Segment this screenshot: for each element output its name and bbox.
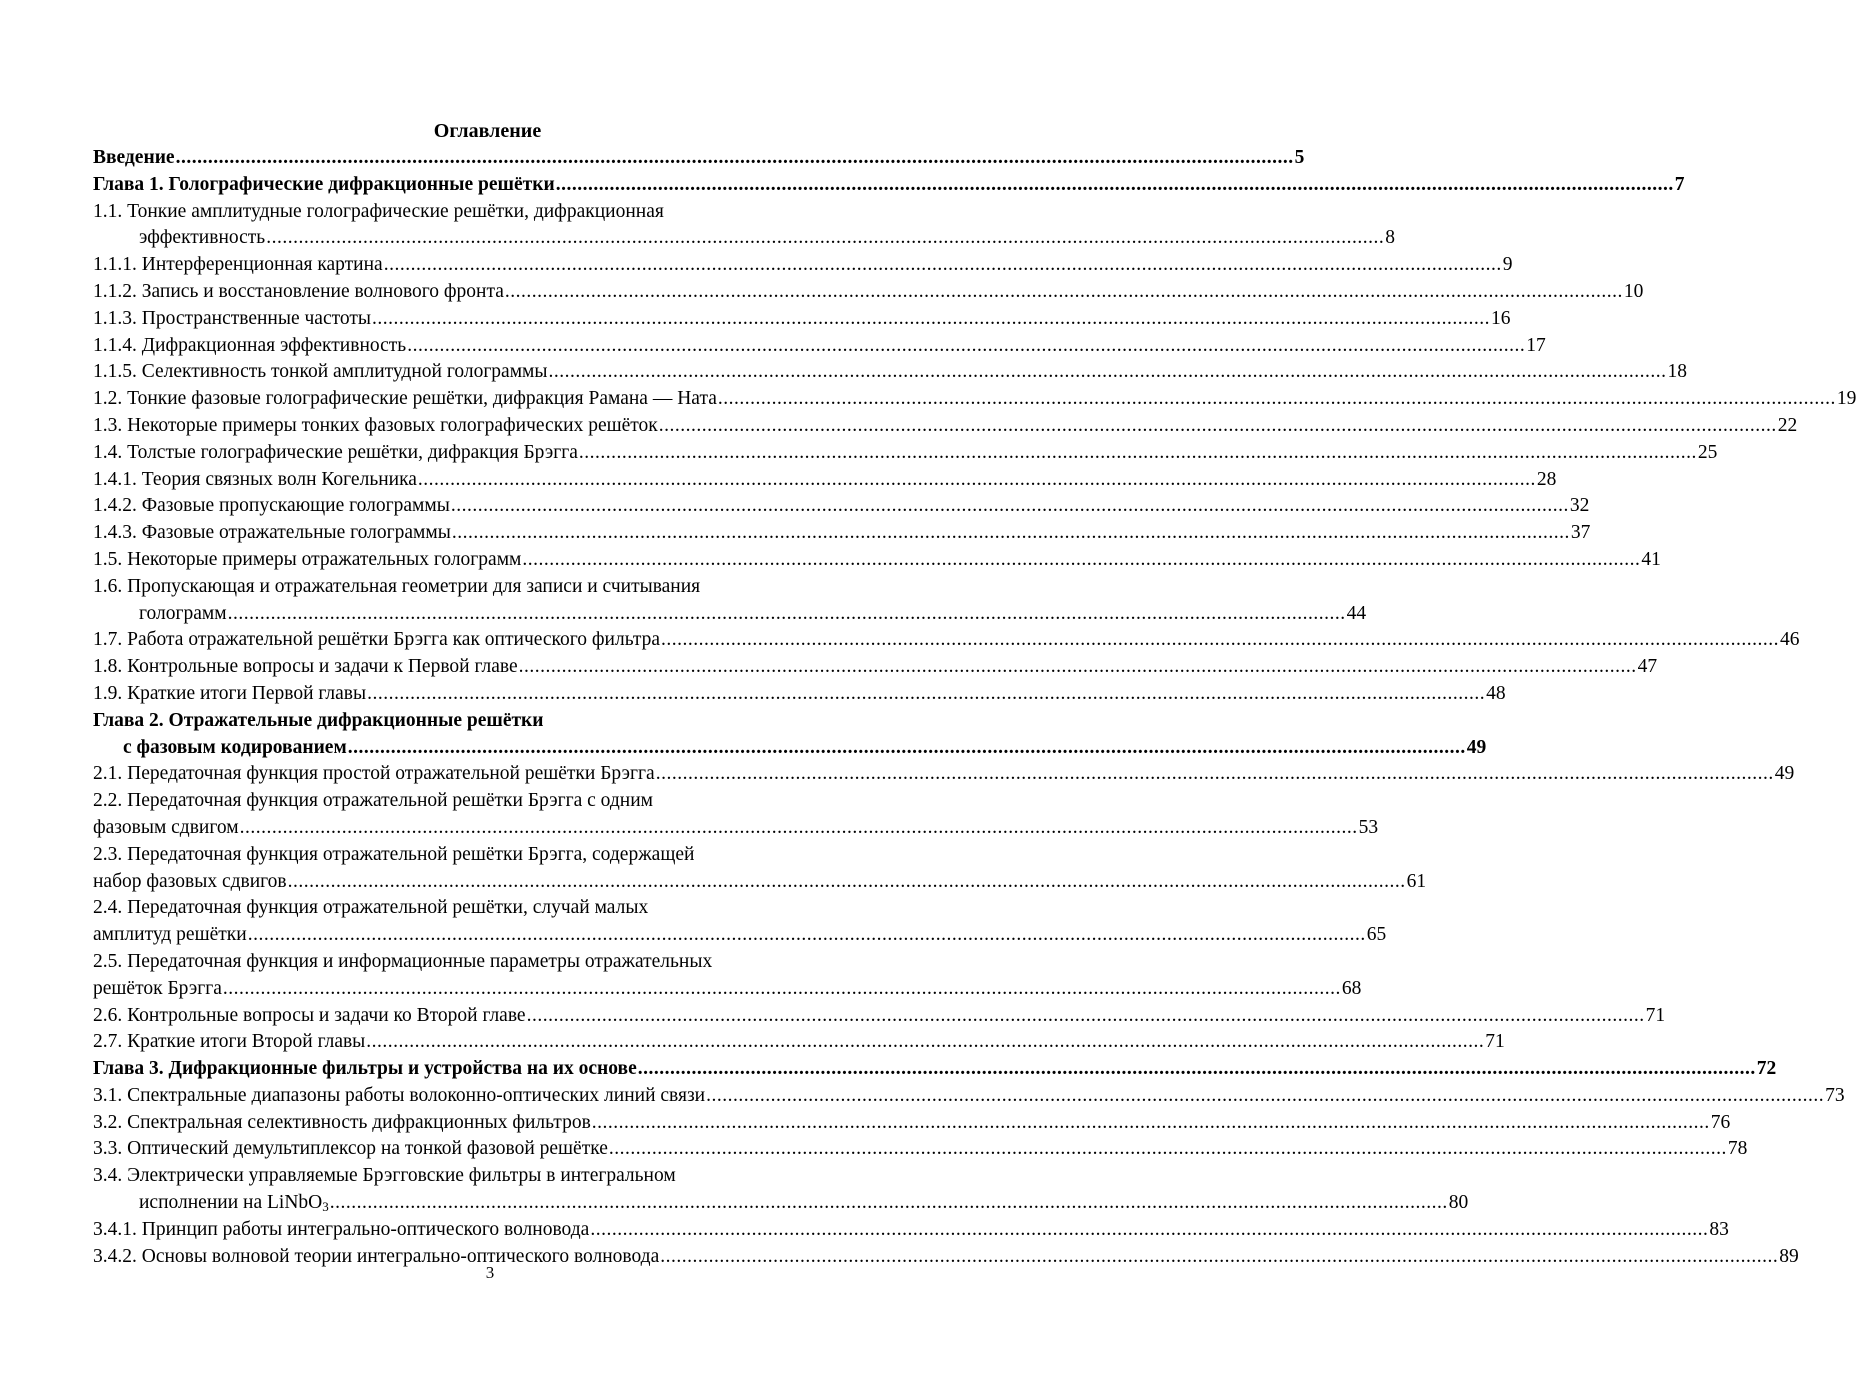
toc-entry-title-text: Глава 3. Дифракционные фильтры и устройства на их основе — [93, 1058, 637, 1080]
toc-entry-page: 71 — [1485, 1031, 1505, 1053]
toc-entry-first-line: 2.4. Передаточная функция отражательной решётки, случай малых — [93, 897, 649, 919]
toc-entry-row — [93, 1190, 1469, 1217]
toc-entry-title — [139, 1190, 329, 1217]
toc-entry-page: 46 — [1780, 629, 1800, 651]
dot-leader — [522, 547, 1640, 574]
toc-entry-title-text: 2.6. Контрольные вопросы и задачи ко Второй главе — [93, 1004, 526, 1026]
toc-entry-page: 44 — [1346, 602, 1367, 624]
toc-entry-page: 9 — [1502, 254, 1513, 276]
toc-entry-row — [93, 976, 1362, 1003]
dot-leader — [527, 1003, 1645, 1030]
toc-entry-first-line: 1.6. Пропускающая и отражательная геометрии для записи и считывания — [93, 575, 701, 597]
dot-leader — [384, 252, 1502, 279]
toc-entry-page: 61 — [1406, 870, 1427, 892]
toc-entry-title-text: 1.4. Толстые голографические решётки, дифракция Брэгга — [93, 441, 578, 463]
toc-entry-page: 53 — [1358, 816, 1379, 838]
toc-entry-first-line: 2.5. Передаточная функция и информационные параметры отражательных — [93, 950, 713, 972]
dot-leader — [505, 279, 1623, 306]
toc-entry-title — [93, 1083, 705, 1110]
toc-entry-title — [93, 279, 504, 306]
toc-entry[interactable] — [93, 279, 1644, 306]
toc-entry[interactable] — [93, 359, 1687, 386]
toc-entry[interactable] — [93, 440, 1718, 467]
toc-entry-title-text: с фазовым кодированием — [123, 736, 347, 758]
toc-entry[interactable] — [93, 654, 1658, 681]
toc-entry-page: 5 — [1294, 147, 1305, 168]
dot-leader — [451, 493, 1569, 520]
dot-leader — [659, 413, 1777, 440]
toc-entry-title-text: 1.4.3. Фазовые отражательные голограммы — [93, 522, 451, 544]
toc-entry-title-text: 3.3. Оптический демультиплексор на тонкой фазовой решётке — [93, 1138, 608, 1160]
toc-entry-title-text: 1.2. Тонкие фазовые голографические решётки, дифракция Рамана — Ната — [93, 388, 717, 410]
toc-entry-row — [93, 601, 1367, 628]
toc-entry-page: 8 — [1385, 227, 1395, 249]
toc-entry-row — [93, 413, 1798, 440]
toc-entry-title-text: Введение — [93, 147, 175, 168]
toc-entry-title-text: 1.4.1. Теория связных волн Когельника — [93, 468, 417, 490]
toc-entry-page: 28 — [1536, 468, 1557, 490]
toc-entry[interactable] — [93, 627, 1800, 654]
toc-entry-row — [93, 386, 1856, 413]
toc-entry[interactable] — [93, 413, 1798, 440]
toc-entry-row — [93, 1056, 1777, 1083]
toc-entry[interactable] — [93, 520, 1591, 547]
toc-entry[interactable] — [93, 547, 1661, 574]
toc-entry[interactable] — [93, 842, 1427, 896]
toc-entry-first-line: 2.3. Передаточная функция отражательной решётки Брэгга, содержащей — [93, 843, 695, 865]
toc-entry-page: 41 — [1641, 548, 1661, 570]
toc-entry[interactable] — [93, 145, 1305, 172]
toc-entry-title-text: 1.7. Работа отражательной решётки Брэгга как оптического фильтра — [93, 629, 661, 651]
toc-entry-page: 80 — [1448, 1192, 1469, 1214]
toc-entry-title-text: 1.4.2. Фазовые пропускающие голограммы — [93, 495, 450, 517]
toc-entry-title-text: 3.1. Спектральные диапазоны работы волоконно-оптических линий связи — [93, 1084, 706, 1106]
toc-entry-page: 16 — [1491, 307, 1511, 329]
toc-entry-title — [93, 976, 222, 1003]
toc-entry[interactable] — [93, 895, 1387, 949]
dot-leader — [452, 520, 1570, 547]
toc-entry[interactable] — [93, 199, 1395, 253]
toc-entry-title — [93, 520, 451, 547]
toc-entry-title-text: 1.1.4. Дифракционная эффективность — [93, 334, 407, 356]
dot-leader — [556, 172, 1674, 199]
dot-leader — [549, 359, 1667, 386]
toc-entry-title-text: 1.1.1. Интерференционная картина — [93, 254, 383, 276]
dot-leader — [367, 681, 1485, 708]
toc-entry[interactable] — [93, 708, 1487, 762]
page-number: 3 — [485, 1263, 495, 1282]
toc-entry-title-text: 2.7. Краткие итоги Второй главы — [93, 1031, 366, 1053]
toc-entry-row — [93, 922, 1387, 949]
toc-entry-row — [93, 520, 1591, 547]
toc-entry[interactable] — [93, 306, 1511, 333]
toc-entry-row — [93, 1110, 1731, 1137]
toc-entry-row — [93, 654, 1658, 681]
toc-entry-row — [93, 279, 1644, 306]
toc-entry[interactable] — [93, 1217, 1729, 1244]
toc-entry-title — [93, 1110, 591, 1137]
toc-entry[interactable] — [93, 1163, 1469, 1217]
toc-entry[interactable] — [93, 333, 1546, 360]
toc-entry-title-text: 2.1. Передаточная функция простой отражательной решётки Брэгга — [93, 763, 655, 785]
dot-leader — [638, 1056, 1756, 1083]
toc-entry-row — [93, 467, 1557, 494]
toc-entry-page: 19 — [1836, 388, 1856, 410]
dot-leader — [228, 601, 1346, 628]
toc-list — [93, 145, 1856, 1270]
toc-entry-title-text: 1.1.3. Пространственные частоты — [93, 307, 371, 329]
toc-entry-title — [93, 922, 247, 949]
dot-leader — [579, 440, 1697, 467]
toc-page — [93, 118, 1856, 1270]
toc-entry-title — [93, 493, 450, 520]
dot-leader — [372, 306, 1490, 333]
toc-entry-row — [93, 145, 1305, 172]
toc-entry-row — [93, 359, 1687, 386]
toc-entry-row — [93, 627, 1800, 654]
toc-entry-title — [93, 1056, 637, 1083]
toc-entry-first-line: Глава 2. Отражательные дифракционные решётки — [93, 709, 544, 731]
toc-entry-page: 37 — [1570, 522, 1591, 544]
toc-entry-title-text: 1.5. Некоторые примеры отражательных голограмм — [93, 548, 522, 570]
toc-entry[interactable] — [93, 681, 1506, 708]
toc-entry-page: 68 — [1341, 977, 1362, 999]
toc-entry[interactable] — [93, 467, 1557, 494]
toc-entry-title — [93, 252, 383, 279]
toc-entry-page: 7 — [1674, 173, 1685, 195]
toc-entry-title — [93, 654, 518, 681]
toc-entry-title — [93, 815, 239, 842]
toc-entry-page: 71 — [1645, 1004, 1666, 1026]
toc-entry-page: 78 — [1727, 1138, 1748, 1160]
toc-entry-title — [93, 413, 658, 440]
toc-entry-title — [93, 1136, 608, 1163]
toc-entry-page: 47 — [1637, 656, 1658, 678]
dot-leader — [519, 654, 1637, 681]
toc-entry[interactable] — [93, 1136, 1748, 1163]
toc-entry-title-text: 3.2. Спектральная селективность дифракционных фильтров — [93, 1111, 591, 1133]
toc-entry-first-line: 3.4. Электрически управляемые Брэгговские фильтры в интегральном — [93, 1165, 676, 1187]
toc-entry-title — [93, 1029, 365, 1056]
toc-entry-title — [93, 333, 406, 360]
toc-entry-title — [93, 547, 521, 574]
toc-entry-title-text: эффективность — [139, 227, 266, 249]
toc-entry-row — [93, 681, 1506, 708]
toc-entry[interactable] — [93, 1110, 1731, 1137]
toc-entry-row — [93, 1029, 1505, 1056]
toc-entry-title — [93, 306, 371, 333]
dot-leader — [240, 815, 1358, 842]
toc-entry[interactable] — [93, 386, 1856, 413]
toc-entry-title — [93, 172, 555, 199]
toc-entry-row — [93, 761, 1795, 788]
dot-leader — [288, 869, 1406, 896]
toc-entry[interactable] — [93, 252, 1513, 279]
dot-leader — [706, 1083, 1824, 1110]
dot-leader — [590, 1217, 1708, 1244]
dot-leader — [592, 1110, 1710, 1137]
toc-entry-title-text: 3.4.1. Принцип работы интегрально-оптического волновода — [93, 1218, 590, 1240]
toc-entry-page: 89 — [1779, 1245, 1799, 1267]
toc-entry-title — [93, 627, 660, 654]
toc-entry-row — [93, 440, 1718, 467]
toc-entry-title — [139, 601, 227, 628]
dot-leader — [718, 386, 1836, 413]
toc-entry[interactable] — [93, 172, 1685, 199]
toc-entry-title — [93, 761, 655, 788]
dot-leader — [266, 225, 1384, 252]
toc-entry-row — [93, 493, 1590, 520]
page-title: Оглавление — [433, 120, 542, 142]
toc-entry-title — [93, 869, 287, 896]
toc-entry-row — [93, 547, 1661, 574]
toc-entry-title — [93, 1217, 589, 1244]
toc-entry-row — [93, 172, 1685, 199]
toc-entry-page: 17 — [1526, 334, 1546, 356]
dot-leader — [248, 922, 1366, 949]
toc-entry-title-text: фазовым сдвигом — [93, 816, 239, 838]
toc-entry-row — [93, 252, 1513, 279]
dot-leader — [366, 1029, 1484, 1056]
toc-entry-page: 32 — [1569, 495, 1590, 517]
toc-entry-page: 25 — [1697, 441, 1718, 463]
toc-entry-title-text: 1.8. Контрольные вопросы и задачи к Первой главе — [93, 656, 518, 678]
toc-entry-page: 48 — [1486, 682, 1506, 704]
toc-entry-title-text: 3.4.2. Основы волновой теории интегрально-оптического волновода — [93, 1245, 660, 1267]
dot-leader — [661, 627, 1779, 654]
toc-entry-title-text: 1.1.2. Запись и восстановление волнового фронта — [93, 280, 504, 302]
toc-entry-title-text: амплитуд решётки — [93, 924, 247, 946]
toc-entry-row — [93, 333, 1546, 360]
toc-entry-row — [93, 735, 1487, 762]
dot-leader — [609, 1136, 1727, 1163]
toc-entry-page: 83 — [1709, 1218, 1729, 1240]
toc-entry[interactable] — [93, 761, 1795, 788]
toc-entry-page: 49 — [1466, 736, 1487, 758]
toc-entry-row — [93, 1003, 1666, 1030]
toc-entry-title-text: 1.1.5. Селективность тонкой амплитудной голограммы — [93, 361, 548, 383]
toc-entry-page: 73 — [1825, 1084, 1845, 1106]
toc-entry-title-text: 1.9. Краткие итоги Первой главы — [93, 682, 367, 704]
toc-entry-first-line: 1.1. Тонкие амплитудные голографические решётки, дифракционная — [93, 200, 664, 222]
toc-entry-title — [93, 681, 366, 708]
toc-entry-title — [93, 467, 417, 494]
toc-entry-title-text: Глава 1. Голографические дифракционные решётки — [93, 173, 555, 195]
toc-entry-row — [93, 306, 1511, 333]
toc-entry-title-text: исполнении на LiNbO — [139, 1192, 323, 1214]
toc-entry-title — [93, 1003, 526, 1030]
toc-entry-title — [139, 225, 265, 252]
toc-entry-page: 18 — [1667, 361, 1687, 383]
toc-entry-title-text: 1.3. Некоторые примеры тонких фазовых голографических решёток — [93, 414, 658, 436]
dot-leader — [176, 145, 1294, 172]
toc-entry[interactable] — [93, 949, 1362, 1003]
toc-entry[interactable] — [93, 1029, 1505, 1056]
dot-leader — [348, 735, 1466, 762]
toc-entry-page: 76 — [1710, 1111, 1731, 1133]
toc-entry[interactable] — [93, 1003, 1666, 1030]
toc-entry-row — [93, 815, 1379, 842]
toc-entry-first-line: 2.2. Передаточная функция отражательной решётки Брэгга с одним — [93, 790, 653, 812]
toc-entry-title — [93, 359, 548, 386]
toc-entry-title-text: набор фазовых сдвигов — [93, 870, 287, 892]
dot-leader — [407, 333, 1525, 360]
dot-leader — [223, 976, 1341, 1003]
toc-entry-title — [93, 145, 175, 172]
toc-entry-page: 49 — [1774, 763, 1795, 785]
toc-entry-row — [93, 225, 1395, 252]
toc-entry-title — [123, 735, 347, 762]
toc-entry[interactable] — [93, 493, 1590, 520]
toc-entry-title — [93, 386, 717, 413]
dot-leader — [656, 761, 1774, 788]
toc-entry-page: 72 — [1756, 1058, 1777, 1080]
toc-entry[interactable] — [93, 788, 1379, 842]
dot-leader — [330, 1190, 1448, 1217]
toc-entry-page: 65 — [1366, 924, 1387, 946]
toc-entry-page: 22 — [1777, 414, 1798, 436]
toc-entry-page: 10 — [1623, 280, 1644, 302]
toc-entry[interactable] — [93, 574, 1367, 628]
toc-entry-row — [93, 1083, 1845, 1110]
toc-entry[interactable] — [93, 1056, 1777, 1083]
subscript: 3 — [322, 1199, 329, 1215]
toc-entry[interactable] — [93, 1083, 1845, 1110]
toc-entry-title-text: решёток Брэгга — [93, 977, 222, 999]
toc-entry-row — [93, 1136, 1748, 1163]
dot-leader — [418, 467, 1536, 494]
toc-entry-row — [93, 869, 1427, 896]
toc-entry-row — [93, 1217, 1729, 1244]
toc-entry-title — [93, 440, 578, 467]
toc-entry-title-text: голограмм — [139, 602, 227, 624]
